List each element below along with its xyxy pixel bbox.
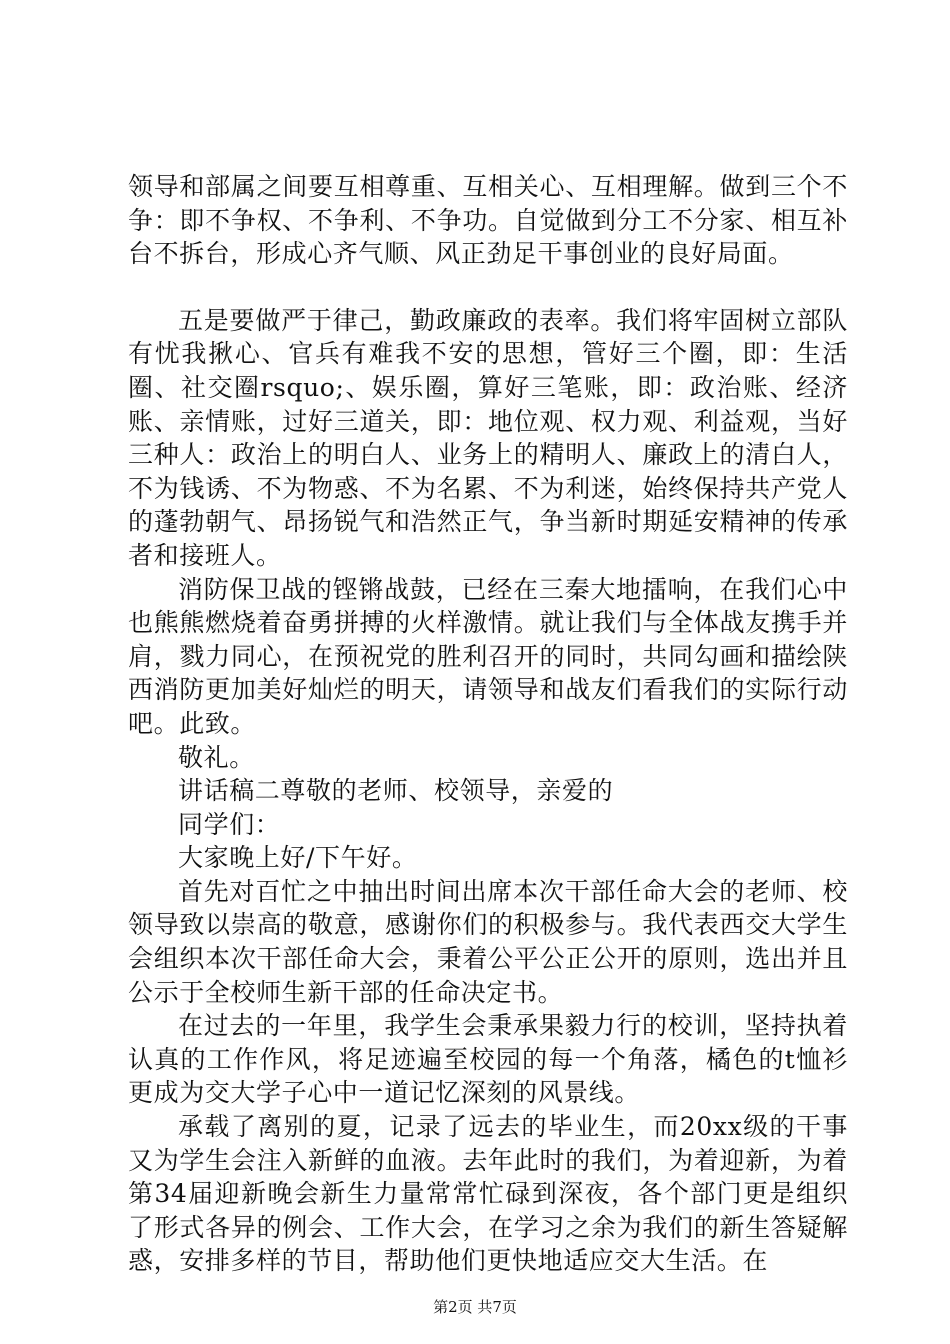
paragraph-6: 同学们：: [178, 809, 281, 839]
paragraph-2: 五是要做严于律己，勤政廉政的表率。我们将牢固树立部队有忧我揪心、官兵有难我不安的思想，管好三个圈，即：生活圈、社交圈rsquo;、娱乐圈，算好三笔账，即：政治账、经济账、亲情账，过好三道关，即：地位观、权力观、利益观，当好三种人：政治上的明白人、业务上的精明人、廉政上的清白人，不为钱诱、不为物惑、不为名累、不为利迷，始终保持共产党人的蓬勃朝气、昂扬锐气和浩然正气，争当新时期延安精神的传承者和接班人。: [128, 305, 848, 570]
paragraph-3: 消防保卫战的铿锵战鼓，已经在三秦大地擂响，在我们心中也熊熊燃烧着奋勇拼搏的火样激情。就让我们与全体战友携手并肩，戮力同心，在预祝党的胜利召开的同时，共同勾画和描绘陕西消防更加美好灿烂的明天，请领导和战友们看我们的实际行动吧。此致。: [128, 574, 848, 738]
paragraph-8: 首先对百忙之中抽出时间出席本次干部任命大会的老师、校领导致以崇高的敬意，感谢你们的积极参与。我代表西交大学生会组织本次干部任命大会，秉着公平公正公开的原则，选出并且公示于全校师生新干部的任命决定书。: [128, 876, 848, 1007]
paragraph-9: 在过去的一年里，我学生会秉承果毅力行的校训，坚持执着认真的工作作风，将足迹遍至校园的每一个角落，橘色的t恤衫更成为交大学子心中一道记忆深刻的风景线。: [128, 1011, 848, 1108]
paragraph-10: 承载了离别的夏，记录了远去的毕业生，而20xx级的干事又为学生会注入新鲜的血液。去年此时的我们，为着迎新，为着第34届迎新晚会新生力量常常忙碌到深夜，各个部门更是组织了形式各异的例会、工作大会，在学习之余为我们的新生答疑解惑，安排多样的节目，帮助他们更快地适应交大生活。在: [128, 1112, 848, 1276]
document-body: [128, 170, 848, 1278]
paragraph-1: 领导和部属之间要互相尊重、互相关心、互相理解。做到三个不争：即不争权、不争利、不争功。自觉做到分工不分家、相互补台不拆台，形成心齐气顺、风正劲足干事创业的良好局面。: [128, 172, 848, 269]
paragraph-5: 讲话稿二尊敬的老师、校领导，亲爱的: [178, 776, 614, 806]
page-footer: 第2页 共7页: [433, 1298, 517, 1316]
paragraph-7: 大家晚上好/下午好。: [178, 843, 418, 873]
paragraph-4: 敬礼。: [178, 742, 255, 772]
